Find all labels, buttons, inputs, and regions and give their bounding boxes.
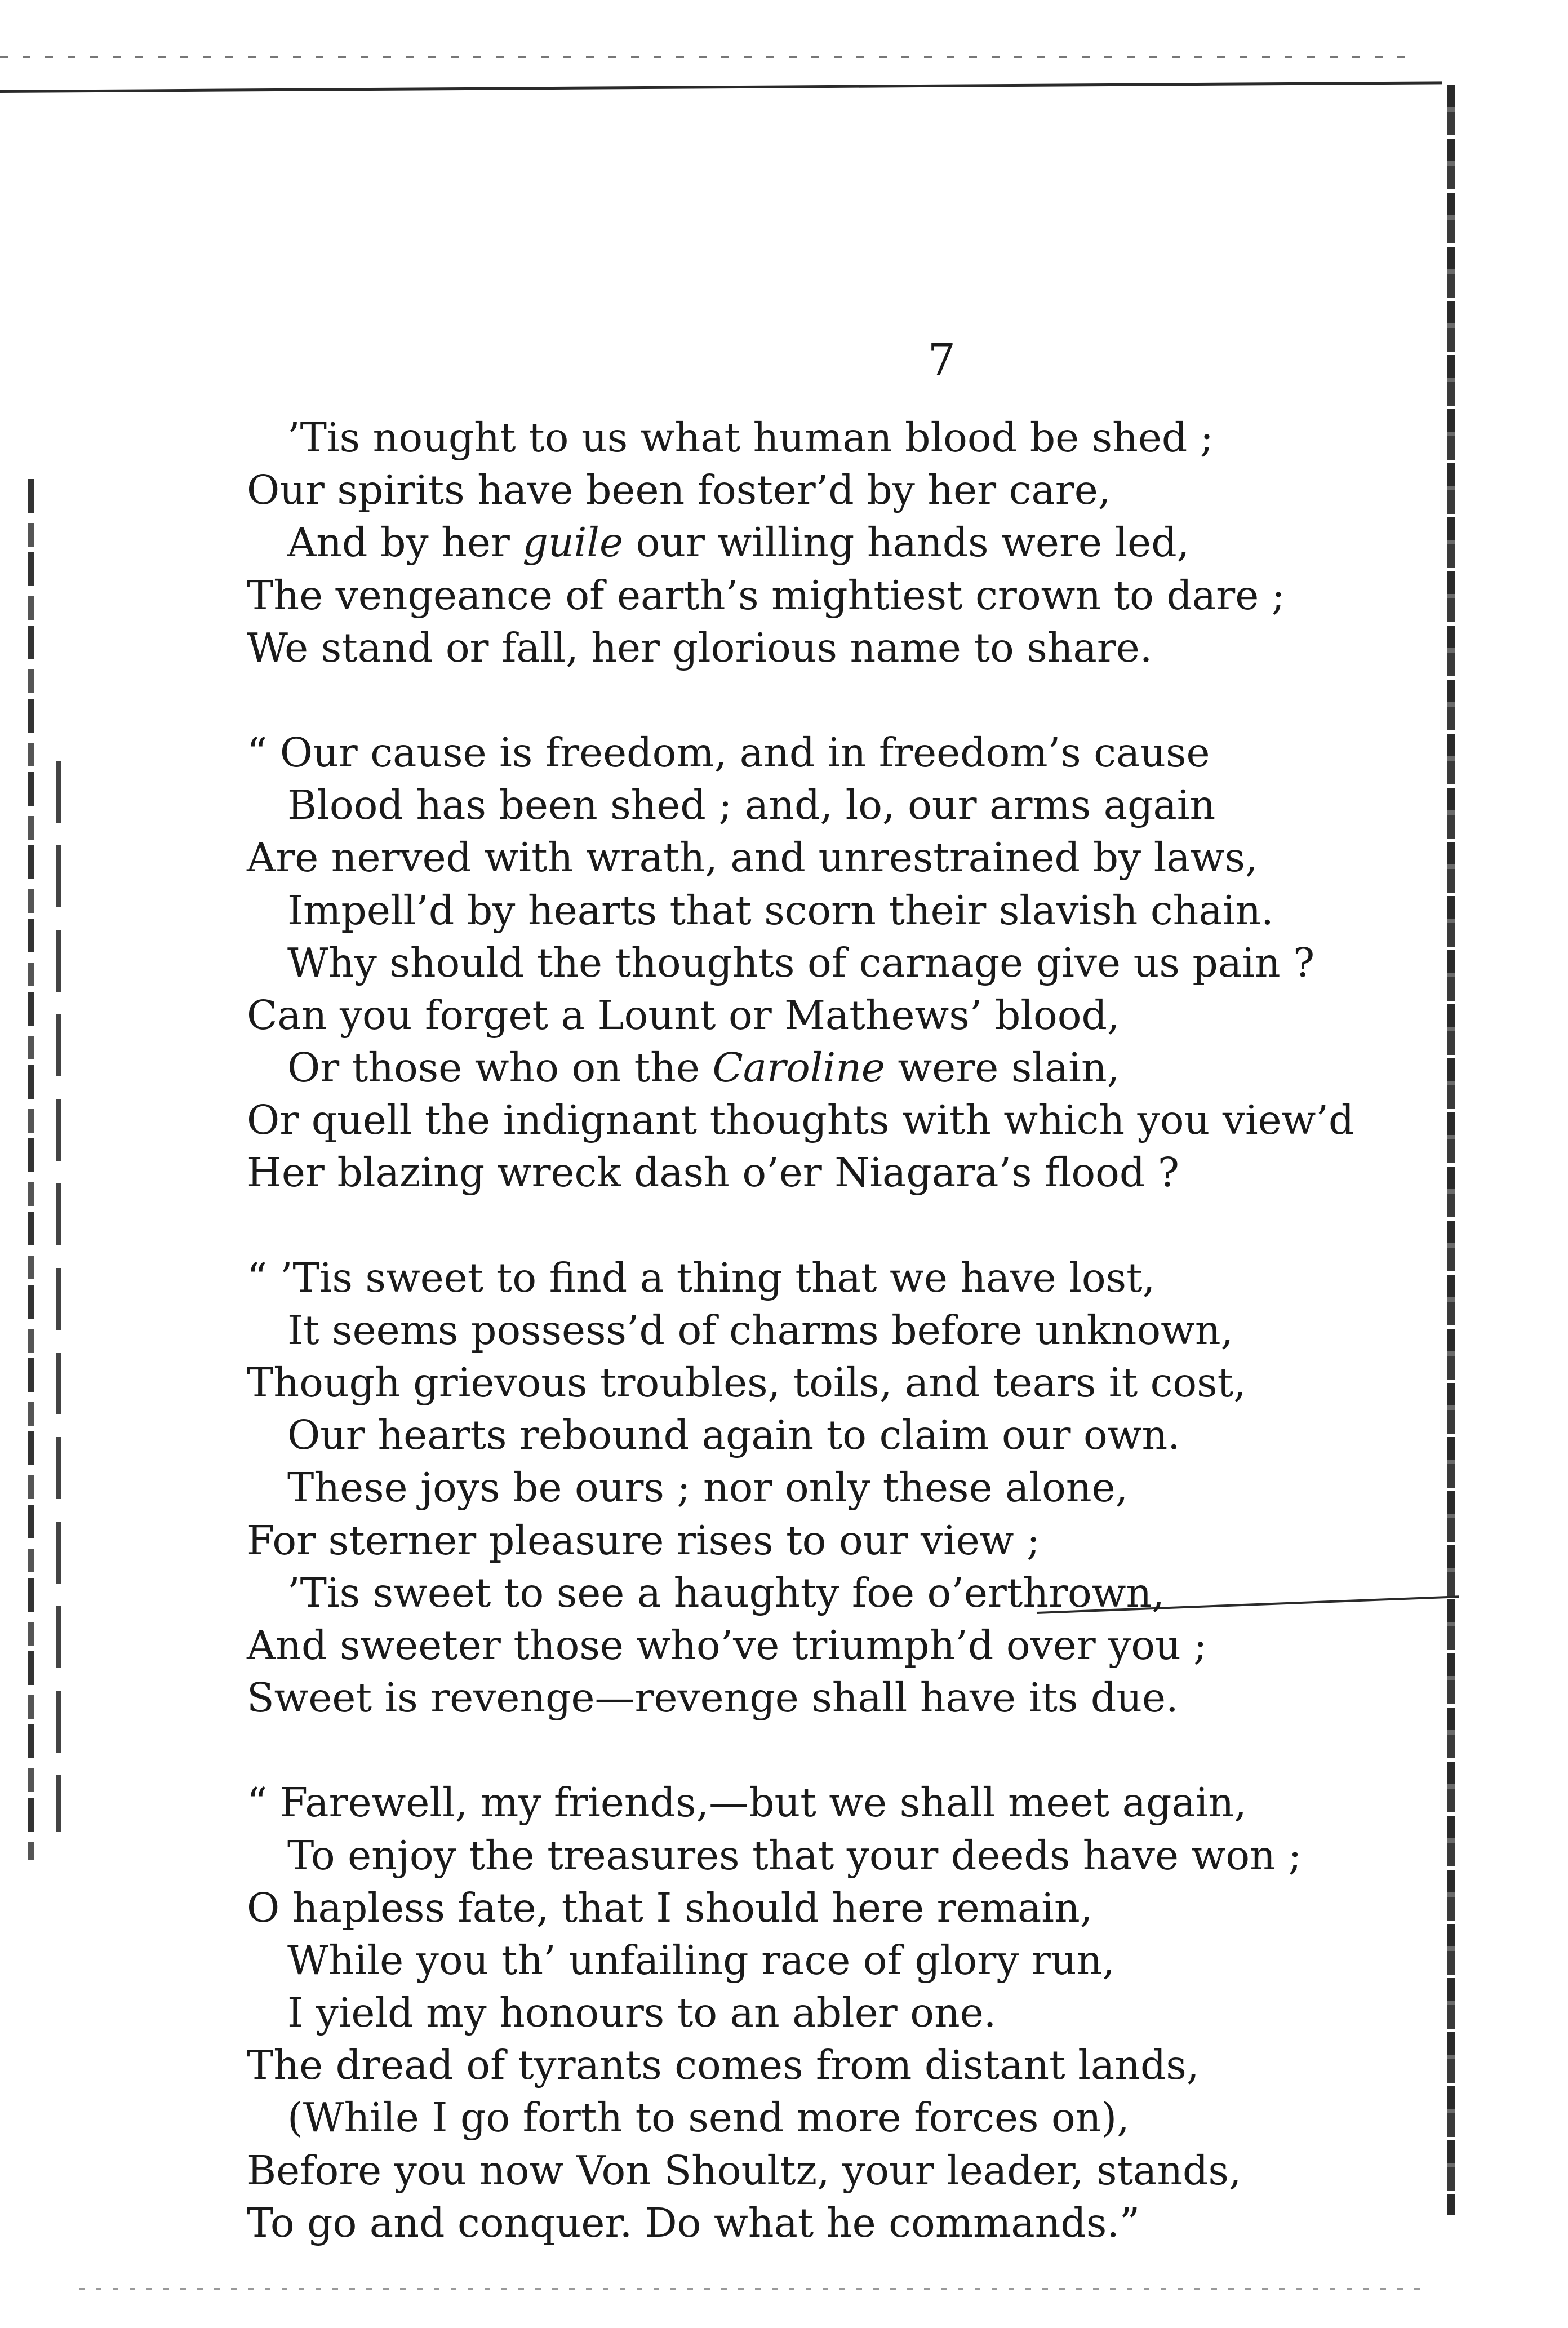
scan-edge-top bbox=[0, 81, 1442, 93]
poem-line: The dread of tyrants comes from distant lands, bbox=[247, 2042, 1200, 2089]
poem-line: We stand or fall, her glorious name to share. bbox=[247, 624, 1153, 671]
poem-line: The vengeance of earth’s mightiest crown to dare ; bbox=[247, 571, 1285, 619]
poem-line: These joys be ours ; nor only these alone, bbox=[287, 1464, 1129, 1511]
stanza bbox=[247, 1776, 1430, 2249]
scan-edge-top-faint bbox=[0, 56, 1409, 58]
poem-line: Her blazing wreck dash o’er Niagara’s flood ? bbox=[247, 1149, 1179, 1196]
poem-line: Our hearts rebound again to claim our own. bbox=[287, 1412, 1180, 1459]
poem-line: Can you forget a Lount or Mathews’ blood, bbox=[247, 991, 1120, 1039]
poem-line: Why should the thoughts of carnage give us pain ? bbox=[287, 939, 1315, 986]
italic-text: Caroline bbox=[712, 1044, 885, 1092]
poem-line: ’Tis sweet to see a haughty foe o’erthrown, bbox=[287, 1569, 1165, 1616]
poem-line: I yield my honours to an abler one. bbox=[287, 1989, 997, 2037]
line-text: And by her bbox=[287, 519, 523, 566]
stanza bbox=[247, 411, 1430, 674]
poem-line: To go and conquer. Do what he commands.” bbox=[247, 2199, 1140, 2246]
poem-line: O hapless fate, that I should here remain, bbox=[247, 1884, 1093, 1931]
poem-line: Though grievous troubles, toils, and tears it cost, bbox=[247, 1359, 1246, 1406]
scan-edge-left bbox=[28, 479, 34, 1860]
italic-text: guile bbox=[522, 519, 624, 566]
poem-line: “ ’Tis sweet to find a thing that we have lost, bbox=[247, 1254, 1156, 1301]
line-text: our willing hands were led, bbox=[623, 519, 1190, 566]
poem-line: Blood has been shed ; and, lo, our arms again bbox=[287, 782, 1216, 829]
poem-line: “ Our cause is freedom, and in freedom’s cause bbox=[247, 729, 1210, 776]
poem-line: To enjoy the treasures that your deeds have won ; bbox=[287, 1832, 1302, 1879]
poem-line: While you th’ unfailing race of glory run, bbox=[287, 1936, 1115, 1984]
poem-line: Impell’d by hearts that scorn their slavish chain. bbox=[287, 886, 1274, 934]
poem-line bbox=[247, 1041, 1430, 1094]
poem-line: It seems possess’d of charms before unknown, bbox=[287, 1306, 1234, 1354]
poem-body bbox=[247, 411, 1430, 2249]
stanza bbox=[247, 726, 1430, 1199]
poem-line: ’Tis nought to us what human blood be shed ; bbox=[287, 414, 1214, 461]
poem-line: Before you now Von Shoultz, your leader, stands, bbox=[247, 2147, 1242, 2194]
poem-line: Our spirits have been foster’d by her care, bbox=[247, 467, 1111, 514]
stanza bbox=[247, 1252, 1430, 1724]
poem-line bbox=[247, 516, 1430, 569]
line-text: were slain, bbox=[885, 1044, 1120, 1092]
poem-line: “ Farewell, my friends,—but we shall meet again, bbox=[247, 1779, 1247, 1826]
scan-edge-bottom bbox=[79, 2288, 1431, 2290]
poem-line: Are nerved with wrath, and unrestrained by laws, bbox=[247, 834, 1258, 881]
scan-edge-right bbox=[1447, 85, 1455, 2215]
line-text: Or those who on the bbox=[287, 1044, 713, 1092]
poem-line: (While I go forth to send more forces on), bbox=[287, 2094, 1130, 2141]
page-number: 7 bbox=[927, 335, 956, 385]
poem-line: For sterner pleasure rises to our view ; bbox=[247, 1516, 1041, 1564]
poem-line: And sweeter those who’ve triumph’d over you ; bbox=[247, 1621, 1207, 1669]
scan-edge-left-inner bbox=[56, 761, 61, 1832]
poem-line: Or quell the indignant thoughts with which you view’d bbox=[247, 1097, 1354, 1144]
poem-line: Sweet is revenge—revenge shall have its due. bbox=[247, 1674, 1179, 1722]
